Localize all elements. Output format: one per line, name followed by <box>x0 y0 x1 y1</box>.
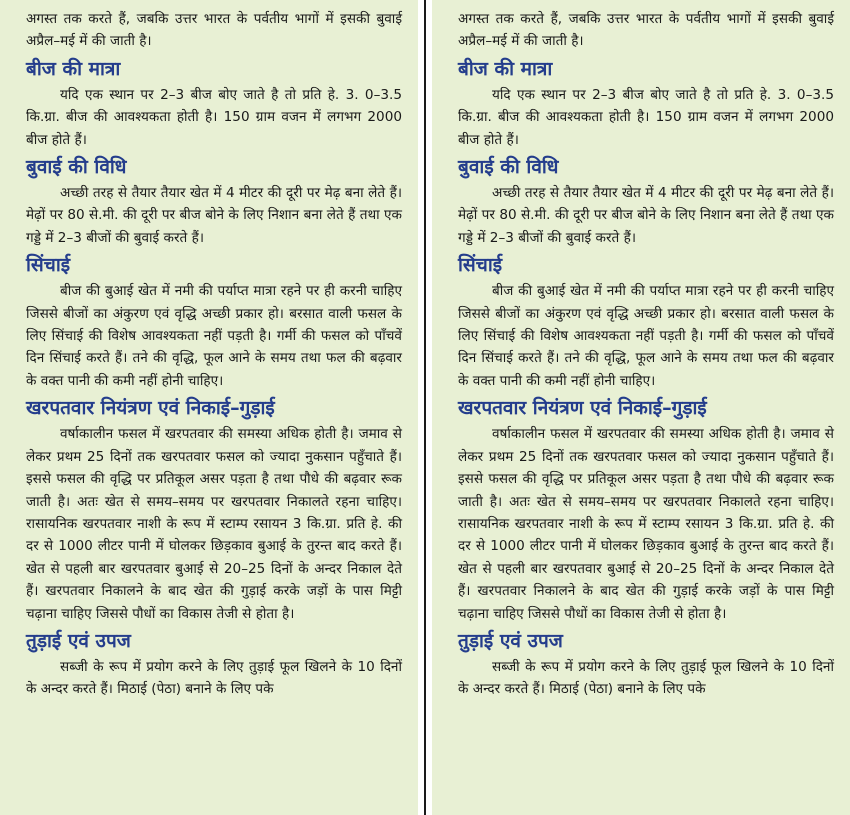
heading-harvest-yield: तुड़ाई एवं उपज <box>26 629 131 652</box>
heading-sowing-method: बुवाई की विधि <box>458 156 559 179</box>
paragraph-seed-quantity: यदि एक स्थान पर 2–3 बीज बोए जाते है तो प्रति हे. 3. 0–3.5 कि.ग्रा. बीज की आवश्यकता होती है। 150 ग्राम वजन में लगभग 2000 बीज होते हैं। <box>458 86 834 148</box>
paragraph-harvest-yield: सब्जी के रूप में प्रयोग करने के लिए तुड़ाई फूल खिलने के 10 दिनों के अन्दर करते हैं। मिठाई (पेठा) बनाने के लिए पके <box>26 658 402 698</box>
intro-paragraph: अगस्त तक करते हैं, जबकि उत्तर भारत के पर्वतीय भागों में इसकी बुवाई अप्रैल–मई में की जाती है। <box>26 11 402 50</box>
paragraph-harvest-yield: सब्जी के रूप में प्रयोग करने के लिए तुड़ाई फूल खिलने के 10 दिनों के अन्दर करते हैं। मिठाई (पेठा) बनाने के लिए पके <box>458 658 834 698</box>
heading-sowing-method: बुवाई की विधि <box>26 156 127 179</box>
heading-weed-control: खरपतवार नियंत्रण एवं निकाई–गुड़ाई <box>458 397 707 420</box>
heading-seed-quantity: बीज की मात्रा <box>458 57 553 80</box>
heading-seed-quantity: बीज की मात्रा <box>26 57 121 80</box>
heading-irrigation: सिंचाई <box>26 254 71 277</box>
page-gutter-divider <box>418 0 432 815</box>
page-left <box>0 0 418 815</box>
paragraph-irrigation: बीज की बुआई खेत में नमी की पर्याप्त मात्रा रहने पर ही करनी चाहिए जिससे बीजों का अंकुरण एवं वृद्धि अच्छी प्रकार हो। बरसात वाली फसल के लिए सिंचाई की विशेष आवश्यकता नहीं पड़ती है। गर्मी की फसल को पाँचवें दिन सिंचाई करते हैं। तने की वृद्धि, फूल आने के समय तथा फल की बढ़वार के वक्त पानी की कमी नहीं होनी चाहिए। <box>458 283 834 389</box>
heading-weed-control: खरपतवार नियंत्रण एवं निकाई–गुड़ाई <box>26 397 275 420</box>
heading-irrigation: सिंचाई <box>458 254 503 277</box>
intro-paragraph: अगस्त तक करते हैं, जबकि उत्तर भारत के पर्वतीय भागों में इसकी बुवाई अप्रैल–मई में की जाती है। <box>458 11 834 50</box>
paragraph-irrigation: बीज की बुआई खेत में नमी की पर्याप्त मात्रा रहने पर ही करनी चाहिए जिससे बीजों का अंकुरण एवं वृद्धि अच्छी प्रकार हो। बरसात वाली फसल के लिए सिंचाई की विशेष आवश्यकता नहीं पड़ती है। गर्मी की फसल को पाँचवें दिन सिंचाई करते हैं। तने की वृद्धि, फूल आने के समय तथा फल की बढ़वार के वक्त पानी की कमी नहीं होनी चाहिए। <box>26 283 402 389</box>
page-right <box>432 0 850 815</box>
heading-harvest-yield: तुड़ाई एवं उपज <box>458 629 563 652</box>
paragraph-weed-control: वर्षाकालीन फसल में खरपतवार की समस्या अधिक होती है। जमाव से लेकर प्रथम 25 दिनों तक खरपतवार फसल को ज्यादा नुकसान पहुँचाते हैं। इससे फसल की वृद्धि पर प्रतिकूल असर पड़ता है तथा पौधे की बढ़वार रूक जाती है। अतः खेत से समय–समय पर खरपतवार निकालते रहना चाहिए। रासायनिक खरपतवार नाशी के रूप में स्टाम्प रसायन 3 कि.ग्रा. प्रति हे. की दर से 1000 लीटर पानी में घोलकर छिड़काव बुआई के तुरन्त बाद करते हैं। खेत से पहली बार खरपतवार बुआई से 20–25 दिनों के अन्दर निकाल देते हैं। खरपतवार निकालने के बाद खेत की गुड़ाई करके जड़ों के पास मिट्टी चढ़ाना चाहिए जिससे पौधों का विकास तेजी से होता है। <box>458 426 834 622</box>
paragraph-sowing-method: अच्छी तरह से तैयार तैयार खेत में 4 मीटर की दूरी पर मेढ़ बना लेते हैं। मेढ़ों पर 80 से.मी. की दूरी पर बीज बोने के लिए निशान बना लेते हैं तथा एक गड्डे में 2–3 बीजों की बुवाई करते हैं। <box>458 185 834 246</box>
paragraph-weed-control: वर्षाकालीन फसल में खरपतवार की समस्या अधिक होती है। जमाव से लेकर प्रथम 25 दिनों तक खरपतवार फसल को ज्यादा नुकसान पहुँचाते हैं। इससे फसल की वृद्धि पर प्रतिकूल असर पड़ता है तथा पौधे की बढ़वार रूक जाती है। अतः खेत से समय–समय पर खरपतवार निकालते रहना चाहिए। रासायनिक खरपतवार नाशी के रूप में स्टाम्प रसायन 3 कि.ग्रा. प्रति हे. की दर से 1000 लीटर पानी में घोलकर छिड़काव बुआई के तुरन्त बाद करते हैं। खेत से पहली बार खरपतवार बुआई से 20–25 दिनों के अन्दर निकाल देते हैं। खरपतवार निकालने के बाद खेत की गुड़ाई करके जड़ों के पास मिट्टी चढ़ाना चाहिए जिससे पौधों का विकास तेजी से होता है। <box>26 426 402 622</box>
paragraph-sowing-method: अच्छी तरह से तैयार तैयार खेत में 4 मीटर की दूरी पर मेढ़ बना लेते हैं। मेढ़ों पर 80 से.मी. की दूरी पर बीज बोने के लिए निशान बना लेते हैं तथा एक गड्डे में 2–3 बीजों की बुवाई करते हैं। <box>26 185 402 246</box>
paragraph-seed-quantity: यदि एक स्थान पर 2–3 बीज बोए जाते है तो प्रति हे. 3. 0–3.5 कि.ग्रा. बीज की आवश्यकता होती है। 150 ग्राम वजन में लगभग 2000 बीज होते हैं। <box>26 86 402 148</box>
